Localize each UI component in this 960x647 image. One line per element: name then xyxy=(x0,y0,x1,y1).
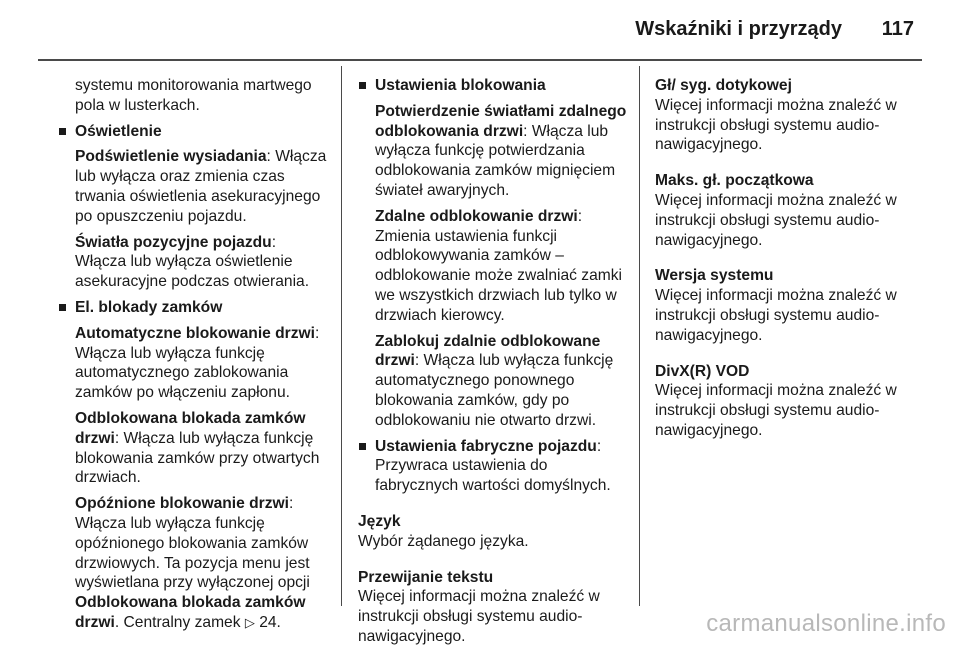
option-name: Opóźnione blokowanie drzwi xyxy=(75,495,289,513)
option-desc: . Centralny zamek xyxy=(114,613,245,631)
section-title: Przewijanie tekstu xyxy=(358,568,494,586)
section-title: Oświetlenie xyxy=(75,122,162,140)
page-number: 117 xyxy=(881,18,914,40)
option-paragraph xyxy=(375,332,633,431)
section-language xyxy=(358,512,633,552)
option-name: Podświetlenie wysiadania xyxy=(75,148,267,166)
option-desc: : Włącza lub wyłącza funkcję automatycznego zablokowania zamków po włączeniu zapłonu. xyxy=(75,324,320,402)
section-title: Język xyxy=(358,512,401,530)
arrow-ref-icon[interactable]: ▷ xyxy=(244,614,255,630)
option-paragraph xyxy=(75,233,328,292)
column-divider xyxy=(341,66,342,606)
section-title: Ustawienia fabryczne pojazdu xyxy=(375,437,597,455)
bullet-square-icon xyxy=(359,82,366,89)
page-title: Wskaźniki i przyrządy xyxy=(635,18,842,40)
option-name: Odblokowana blokada zamków drzwi xyxy=(75,409,306,447)
option-desc: : Włącza lub wyłącza funkcję automatycznego ponownego blokowania zamków, gdy po odblokowaniu nie otwarto drzwi. xyxy=(375,352,614,429)
option-desc: : Zmienia ustawienia funkcji odblokowywania zamków – odblokowanie może zwalniać zamki we wszystkich drzwiach lub tylko w drzwiach kierowcy. xyxy=(375,207,623,324)
section-locks xyxy=(58,298,328,633)
option-paragraph xyxy=(75,147,328,226)
column-1 xyxy=(58,76,328,633)
section-divx-vod xyxy=(655,362,915,441)
section-title: DivX(R) VOD xyxy=(655,362,750,380)
option-paragraph xyxy=(375,437,633,496)
option-paragraph xyxy=(75,324,328,403)
column-3 xyxy=(655,76,915,441)
section-text: Wybór żądanego języka. xyxy=(358,532,529,550)
option-paragraph xyxy=(375,102,633,201)
section-touch-sound xyxy=(655,76,915,155)
section-system-version xyxy=(655,266,915,345)
option-name: Zablokuj zdalnie odblokowane drzwi xyxy=(375,332,601,370)
section-title: El. blokady zamków xyxy=(75,298,223,316)
option-name: Odblokowana blokada zamków drzwi xyxy=(75,594,306,631)
column-divider xyxy=(639,66,640,606)
option-name: Zdalne odblokowanie drzwi xyxy=(375,207,578,225)
option-paragraph xyxy=(375,207,633,326)
page-reference[interactable]: 24. xyxy=(254,613,281,631)
section-text: Więcej informacji można znaleźć w instrukcji obsługi systemu audio-nawigacyjnego. xyxy=(655,382,897,439)
section-text: Więcej informacji można znaleźć w instrukcji obsługi systemu audio-nawigacyjnego. xyxy=(358,588,600,645)
column-2 xyxy=(358,76,633,647)
section-max-startup-volume xyxy=(655,171,915,250)
section-title: Wersja systemu xyxy=(655,267,774,285)
section-title: Maks. gł. początkowa xyxy=(655,172,814,190)
option-desc: : Przywraca ustawienia do fabrycznych wartości domyślnych. xyxy=(375,437,611,495)
option-desc: : Włącza lub wyłącza oświetlenie asekuracyjne podczas otwierania. xyxy=(75,233,310,291)
section-factory-reset xyxy=(358,437,633,496)
watermark: carmanualsonline.info xyxy=(706,610,946,637)
section-text: Więcej informacji można znaleźć w instrukcji obsługi systemu audio-nawigacyjnego. xyxy=(655,287,897,344)
bullet-square-icon xyxy=(359,443,366,450)
continued-text: systemu monitorowania martwego pola w lusterkach. xyxy=(75,77,312,114)
header-rule xyxy=(38,59,922,61)
option-name: Automatyczne blokowanie drzwi xyxy=(75,324,316,342)
option-paragraph xyxy=(75,409,328,488)
option-name: Światła pozycyjne pojazdu xyxy=(75,233,272,251)
section-title: Ustawienia blokowania xyxy=(375,77,546,94)
page-header xyxy=(0,0,960,62)
section-text: Więcej informacji można znaleźć w instrukcji obsługi systemu audio-nawigacyjnego. xyxy=(655,96,897,154)
section-lighting xyxy=(58,122,328,292)
option-name: Potwierdzenie światłami zdalnego odblokowania drzwi xyxy=(375,102,627,140)
section-text: Więcej informacji można znaleźć w instrukcji obsługi systemu audio-nawigacyjnego. xyxy=(655,191,897,249)
section-unlock-settings xyxy=(358,76,633,431)
option-desc: : Włącza lub wyłącza oraz zmienia czas trwania oświetlenia asekuracyjnego po opuszczeniu pojazdu. xyxy=(75,148,327,225)
bullet-square-icon xyxy=(59,128,66,135)
option-desc: : Włącza lub wyłącza funkcję potwierdzania odblokowania zamków mignięciem świateł awaryjnych. xyxy=(375,122,616,199)
bullet-square-icon xyxy=(59,304,66,311)
option-desc: : Włącza lub wyłącza funkcję opóźnionego blokowania zamków drzwiowych. Ta pozycja menu jest wyświetlana przy wyłączonej opcji xyxy=(75,495,310,592)
option-desc: : Włącza lub wyłącza funkcję blokowania zamków przy otwartych drzwiach. xyxy=(75,429,320,487)
section-title: Gł/ syg. dotykowej xyxy=(655,77,792,94)
section-text-scrolling xyxy=(358,568,633,647)
option-paragraph xyxy=(75,494,328,633)
